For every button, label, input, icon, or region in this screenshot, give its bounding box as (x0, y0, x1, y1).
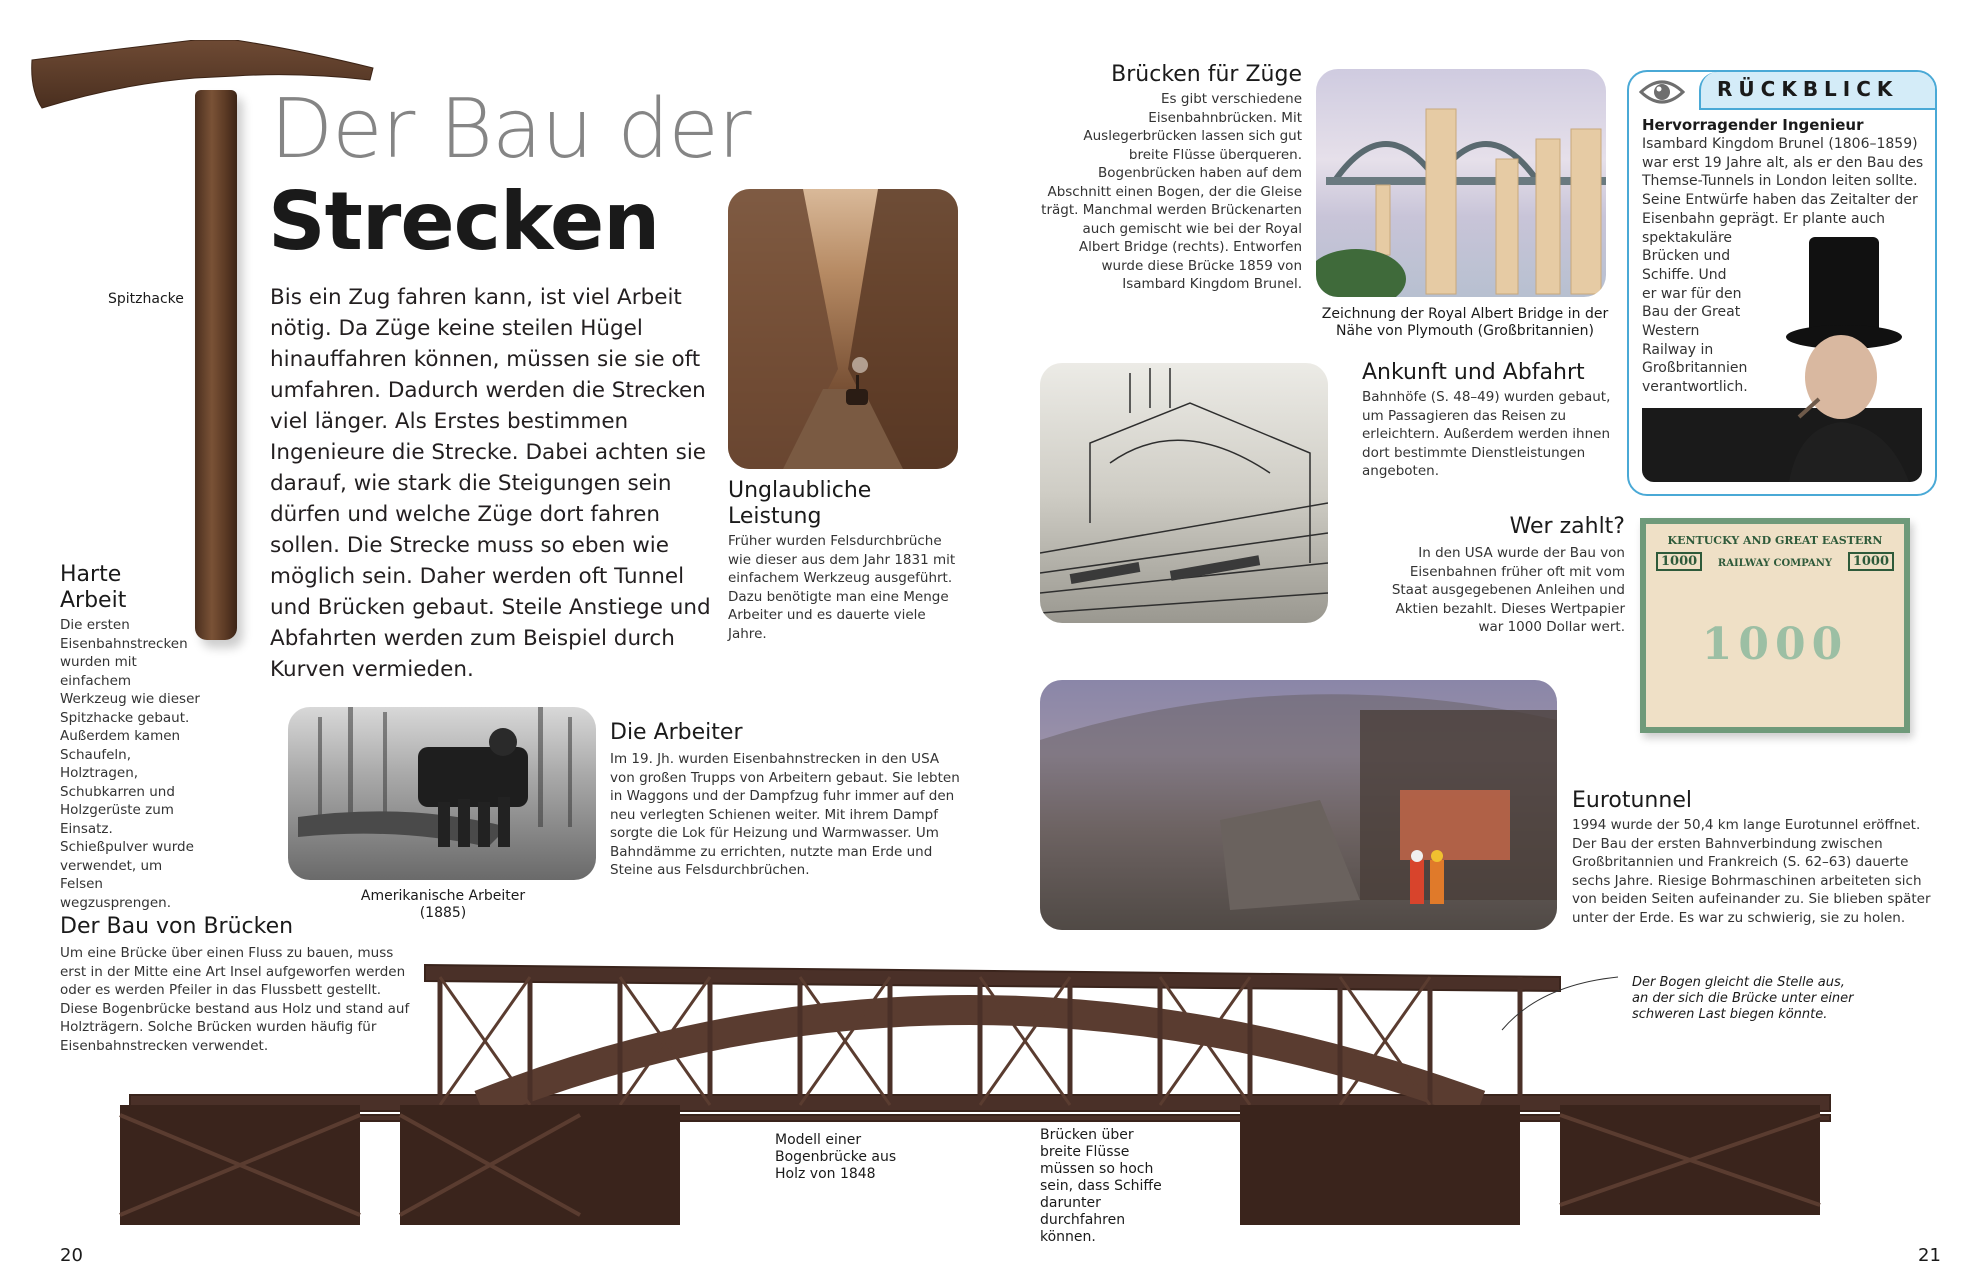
rueckblick-text-narrow: spektakuläre Brücken und Schiffe. Und er war für den Bau der Great Western Railway in Großbritannien verantwortlich. (1642, 229, 1748, 396)
rueckblick-label: RÜCKBLICK (1717, 77, 1899, 101)
royal-albert-bridge-caption (1310, 306, 1620, 340)
bruecken-fuer-zuege-section (1040, 62, 1302, 294)
rueckblick-header (1699, 72, 1935, 110)
rueckblick-box (1627, 70, 1937, 496)
intro-paragraph: Bis ein Zug fahren kann, ist viel Arbeit nötig. Da Züge keine steilen Hügel hinauffahren können, müssen sie sie oft umfahren. Dadurch werden die Strecken viel länger. Als Erstes bestimmen Ingenieure die Strecke. Dabei achten sie darauf, wie stark die Steigungen sein dürfen und welche Züge dort fahren sollen. Die Strecke muss so eben wie möglich sein. Daher werden oft Tunnel und Brücken gebaut. Steile Anstiege und Abfahrten werden zum Beispiel durch Kurven vermieden. (270, 285, 711, 682)
heading-line: Arbeit (60, 588, 127, 613)
unglaubliche-leistung-section (728, 478, 968, 643)
unglaubliche-leistung-text: Früher wurden Felsdurchbrüche wie dieser aus dem Jahr 1831 mit einfachem Werkzeug ausgeführt. Dazu benötigte man eine Menge Arbeiter und es dauerte viele Jahre. (728, 533, 956, 642)
ankunft-abfahrt-text: Bahnhöfe (S. 48–49) wurden gebaut, um Passagieren das Reisen zu erleichtern. Außerdem werden ihnen dort bestimmte Dienstleistungen angeboten. (1362, 389, 1611, 479)
eurotunnel-text: 1994 wurde der 50,4 km lange Eurotunnel eröffnet. Der Bau der ersten Bahnverbindung zwischen Großbritannien und Frankreich (S. 62–63) dauerte sechs Jahre. Riesige Bohrmaschinen arbeiteten sich von beiden Seiten aufeinander zu. Sie blieben später unter der Erde. Es war zu schwierig, sie zu holen. (1572, 817, 1931, 926)
harte-arbeit-heading (60, 562, 200, 614)
caption-line: (1885) (419, 905, 467, 921)
harte-arbeit-section (60, 562, 200, 912)
workers-photo (288, 707, 596, 880)
wer-zahlt-section (1370, 514, 1625, 637)
eye-icon (1639, 78, 1685, 106)
ankunft-abfahrt-heading: Ankunft und Abfahrt (1362, 360, 1585, 385)
wer-zahlt-heading: Wer zahlt? (1509, 514, 1625, 539)
rueckblick-heading: Hervorragender Ingenieur (1642, 116, 1864, 134)
caption-line: Zeichnung der Royal Albert Bridge in der (1321, 306, 1609, 322)
unglaubliche-leistung-heading (728, 478, 968, 530)
page-number-right: 21 (1918, 1245, 1941, 1266)
die-arbeiter-text: Im 19. Jh. wurden Eisenbahnstrecken in den USA von großen Trupps von Arbeitern gebaut. Sie lebten in Waggons und der Dampfzug fuhr immer auf den neu verlegten Schienen weiter. Mit ihrem Dampf sorgte die Lok für Heizung und Warmwasser. Um Bahndämme zu errichten, nutzte man Erde und Steine aus Felsdurchbrüchen. (610, 751, 960, 878)
bau-von-bruecken-heading: Der Bau von Brücken (60, 914, 294, 939)
page-title-line1: Der Bau der (270, 82, 751, 177)
bruecken-fuer-zuege-text: Es gibt verschiedene Eisenbahnbrücken. Mit Auslegerbrücken lassen sich gut breite Flüsse überqueren. Bogenbrücken haben auf dem Abschnitt einen Bogen, der die Gleise trägt. Manchmal werden Brückenarten auch gemischt wie bei der Royal Albert Bridge (rechts). Entworfen wurde diese Brücke 1859 von Isambard Kingdom Brunel. (1041, 91, 1302, 292)
ankunft-abfahrt-section (1362, 360, 1632, 481)
bridge-height-label: Brücken über breite Flüsse müssen so hoch sein, dass Schiffe darunter durchfahren können. (1040, 1127, 1162, 1245)
wer-zahlt-text: In den USA wurde der Bau von Eisenbahnen früher oft mit vom Staat ausgegebenen Anleihen und Aktien bezahlt. Dieses Wertpapier war 1000 Dollar wert. (1391, 545, 1625, 635)
die-arbeiter-section (610, 720, 965, 880)
rueckblick-text-wide: Isambard Kingdom Brunel (1806–1859) war erst 19 Jahre alt, als er den Bau des Themse-Tunnels in London leiten sollte. Seine Entwürfe haben das Zeitalter der Eisenbahn geprägt. Er plante auch (1642, 136, 1924, 227)
eurotunnel-heading: Eurotunnel (1572, 788, 1692, 813)
die-arbeiter-heading: Die Arbeiter (610, 720, 743, 745)
arch-callout-label: Der Bogen gleicht die Stelle aus, an der sich die Brücke unter einer schweren Last biegen könnte. (1632, 975, 1854, 1022)
caption-line: Amerikanische Arbeiter (360, 888, 526, 904)
eurotunnel-section (1572, 788, 1942, 927)
royal-albert-bridge-image (1316, 69, 1606, 297)
page-title-line2: Strecken (268, 175, 660, 268)
heading-line: Unglaubliche (728, 478, 872, 503)
arch-callout-line (1500, 975, 1620, 1035)
rock-cutting-image (728, 189, 958, 469)
station-engraving-image (1040, 363, 1328, 623)
bridge-model-image (60, 955, 1900, 1240)
bond-title: KENTUCKY AND GREAT EASTERN (1667, 534, 1883, 547)
pickaxe-label: Spitzhacke (108, 291, 184, 307)
brunel-portrait (1779, 237, 1919, 482)
heading-line: Leistung (728, 504, 822, 529)
caption-line: Nähe von Plymouth (Großbritannien) (1336, 323, 1594, 339)
bond-subtitle: RAILWAY COMPANY (1717, 558, 1833, 569)
bond-value-right: 1000 (1848, 552, 1894, 571)
eurotunnel-image (1040, 680, 1557, 930)
harte-arbeit-text: Die ersten Eisenbahnstrecken wurden mit einfachem Werkzeug wie dieser Spitzhacke gebaut. Außerdem kamen Schaufeln, Holztragen, Schubkarren und Holzgerüste zum Einsatz. Schießpulver wurde verwendet, um Felsen wegzusprengen. (60, 617, 200, 911)
bau-von-bruecken-text: Um eine Brücke über einen Fluss zu bauen, muss erst in der Mitte eine Art Insel aufgeworfen werden oder es werden Pfeiler in das Flussbett gestellt. Diese Bogenbrücke bestand aus Holz und stand auf Holzträgern. Solche Brücken wurden häufig für Eisenbahnstrecken verwendet. (60, 945, 410, 1054)
bond-watermark: 1000 (1701, 619, 1849, 670)
page-number-left: 20 (60, 1245, 83, 1266)
bruecken-fuer-zuege-heading: Brücken für Züge (1111, 62, 1302, 87)
heading-line: Harte (60, 562, 122, 587)
pickaxe-handle (195, 90, 237, 640)
bond-value-left: 1000 (1656, 552, 1702, 571)
bridge-model-label: Modell einer Bogenbrücke aus Holz von 1848 (775, 1132, 897, 1182)
railway-bond-image (1640, 518, 1910, 733)
